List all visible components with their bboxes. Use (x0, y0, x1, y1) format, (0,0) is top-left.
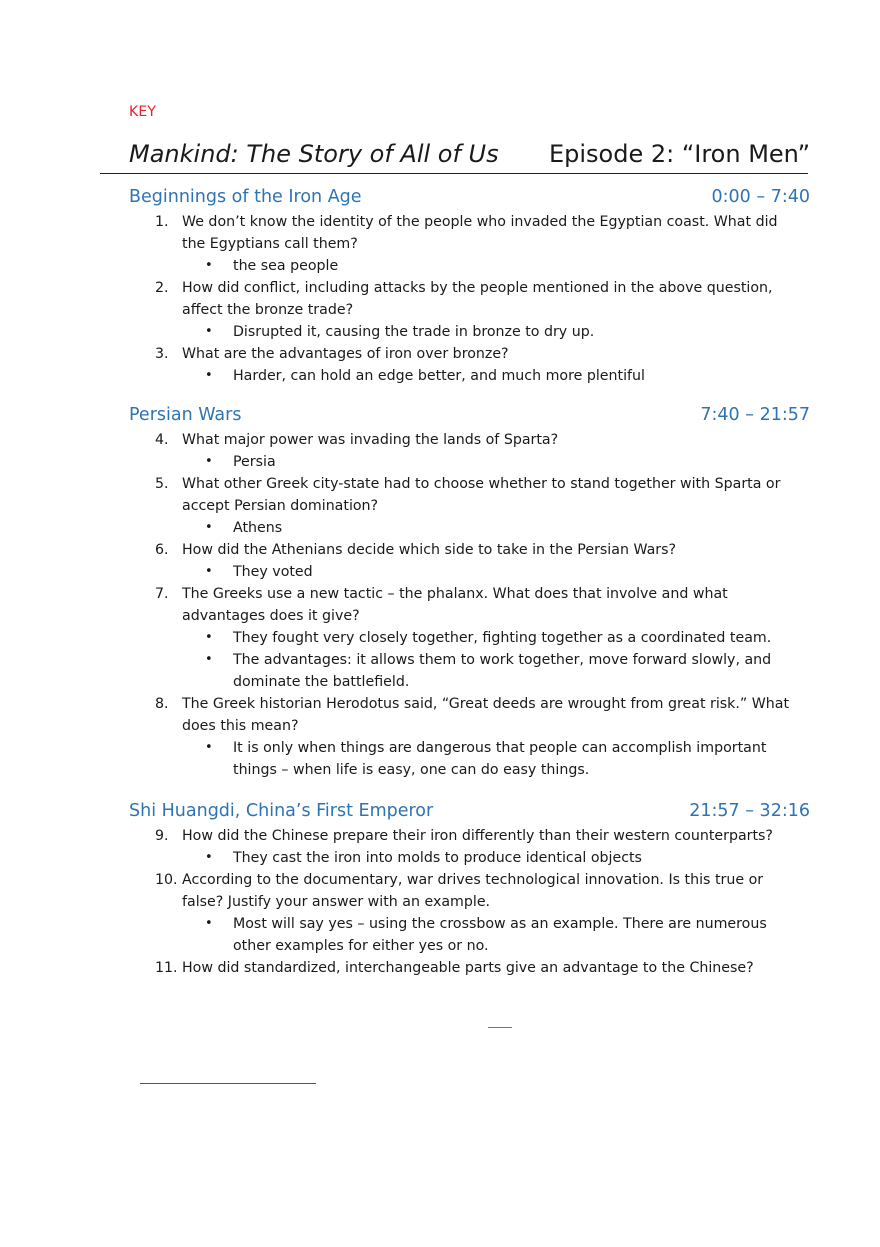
key-label: KEY (129, 104, 157, 120)
answer-1 (129, 255, 810, 277)
question-7 (129, 583, 810, 627)
question-8 (129, 693, 810, 737)
question-text: What major power was invading the lands of Sparta? (182, 432, 559, 448)
title-divider (100, 173, 808, 174)
question-number: 8. (155, 696, 169, 712)
section-iron-age (129, 187, 810, 387)
question-number: 4. (155, 432, 169, 448)
section-header (129, 801, 810, 825)
bullet-icon: • (205, 740, 213, 755)
question-6 (129, 539, 810, 561)
answer-text: They fought very closely together, fighting together as a coordinated team. (233, 630, 772, 646)
question-text: How did conflict, including attacks by the people mentioned in the above question, affect the bronze trade? (182, 280, 773, 318)
question-number: 1. (155, 214, 169, 230)
question-text: What other Greek city-state had to choose whether to stand together with Sparta or accept Persian domination? (182, 476, 781, 514)
question-2 (129, 277, 810, 321)
question-1 (129, 211, 810, 255)
answer-5 (129, 517, 810, 539)
answer-4 (129, 451, 810, 473)
section-timestamp: 7:40 – 21:57 (700, 405, 810, 425)
answer-7b (129, 649, 810, 693)
answer-8 (129, 737, 810, 781)
question-text: What are the advantages of iron over bronze? (182, 346, 509, 362)
question-number: 10. (155, 872, 178, 888)
question-number: 3. (155, 346, 169, 362)
bullet-icon: • (205, 850, 213, 865)
section-title: Persian Wars (129, 405, 242, 425)
question-11 (129, 957, 810, 979)
answer-2 (129, 321, 810, 343)
answer-text: They voted (233, 564, 313, 580)
section-header (129, 405, 810, 429)
bullet-icon: • (205, 630, 213, 645)
answer-text: Harder, can hold an edge better, and much more plentiful (233, 368, 645, 384)
answer-text: the sea people (233, 258, 339, 274)
question-4 (129, 429, 810, 451)
bullet-icon: • (205, 368, 213, 383)
answer-10 (129, 913, 810, 957)
question-text: The Greeks use a new tactic – the phalanx. What does that involve and what advantages does it give? (182, 586, 728, 624)
answer-3 (129, 365, 810, 387)
question-text: According to the documentary, war drives technological innovation. Is this true or false? Justify your answer with an example. (182, 872, 764, 910)
question-number: 5. (155, 476, 169, 492)
answer-text: Disrupted it, causing the trade in bronze to dry up. (233, 324, 595, 340)
section-title: Shi Huangdi, China’s First Emperor (129, 801, 434, 821)
question-text: We don’t know the identity of the people who invaded the Egyptian coast. What did the Egyptians call them? (182, 214, 778, 252)
question-number: 7. (155, 586, 169, 602)
answer-9 (129, 847, 810, 869)
question-text: How did the Chinese prepare their iron differently than their western counterparts? (182, 828, 773, 844)
answer-text: Most will say yes – using the crossbow as an example. There are numerous other examples for either yes or no. (233, 916, 767, 954)
section-timestamp: 21:57 – 32:16 (689, 801, 810, 821)
question-10 (129, 869, 810, 913)
question-text: How did the Athenians decide which side to take in the Persian Wars? (182, 542, 677, 558)
answer-text: It is only when things are dangerous that people can accomplish important things – when life is easy, one can do easy things. (233, 740, 767, 778)
answer-text: The advantages: it allows them to work together, move forward slowly, and dominate the battlefield. (233, 652, 772, 690)
bullet-icon: • (205, 258, 213, 273)
episode-title: Episode 2: “Iron Men” (548, 140, 810, 168)
question-number: 11. (155, 960, 178, 976)
answer-text: Athens (233, 520, 283, 536)
question-text: How did standardized, interchangeable parts give an advantage to the Chinese? (182, 960, 754, 976)
bullet-icon: • (205, 324, 213, 339)
question-5 (129, 473, 810, 517)
section-header (129, 187, 810, 211)
section-timestamp: 0:00 – 7:40 (711, 187, 810, 207)
center-mark (488, 1027, 512, 1028)
section-shi-huangdi (129, 801, 810, 979)
bullet-icon: • (205, 652, 213, 667)
section-persian-wars (129, 405, 810, 781)
question-3 (129, 343, 810, 365)
footnote-divider (140, 1083, 316, 1084)
answer-text: They cast the iron into molds to produce identical objects (233, 850, 642, 866)
question-number: 9. (155, 828, 169, 844)
answer-7a (129, 627, 810, 649)
bullet-icon: • (205, 520, 213, 535)
document-title (129, 140, 810, 174)
question-number: 6. (155, 542, 169, 558)
section-title: Beginnings of the Iron Age (129, 187, 362, 207)
answer-6 (129, 561, 810, 583)
question-9 (129, 825, 810, 847)
question-number: 2. (155, 280, 169, 296)
bullet-icon: • (205, 454, 213, 469)
bullet-icon: • (205, 564, 213, 579)
answer-text: Persia (233, 454, 276, 470)
series-title: Mankind: The Story of All of Us (129, 140, 499, 168)
bullet-icon: • (205, 916, 213, 931)
question-text: The Greek historian Herodotus said, “Great deeds are wrought from great risk.” What does this mean? (182, 696, 790, 734)
